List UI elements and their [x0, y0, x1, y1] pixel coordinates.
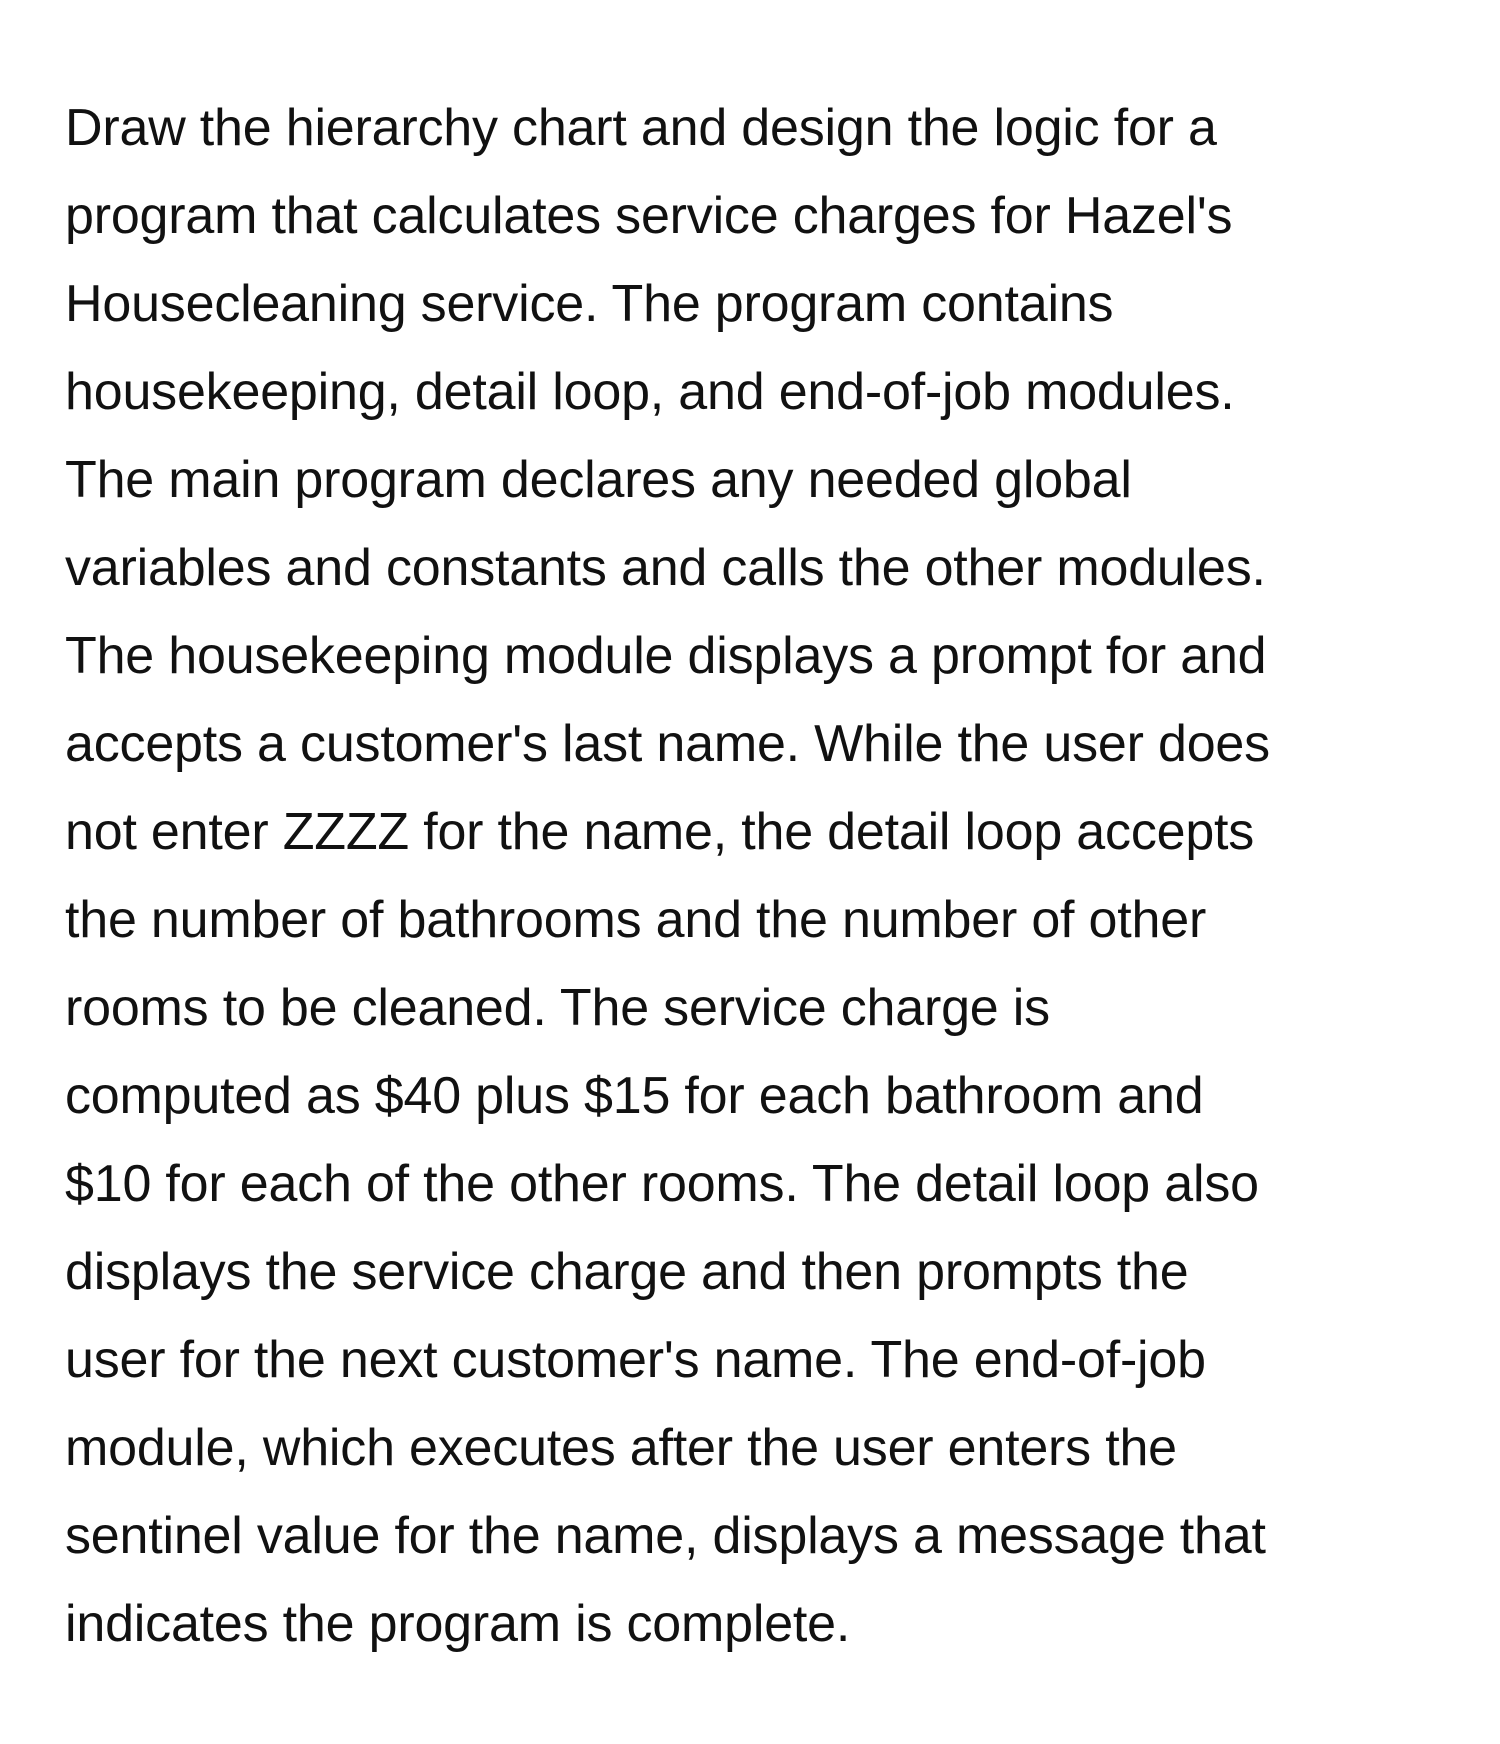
text-line: housekeeping, detail loop, and end-of-job modules. [65, 363, 1235, 421]
text-line: Draw the hierarchy chart and design the logic for a [65, 99, 1217, 157]
text-line: accepts a customer's last name. While the user does [65, 715, 1270, 773]
text-line: The housekeeping module displays a prompt for and [65, 627, 1267, 685]
text-line: variables and constants and calls the other modules. [65, 539, 1266, 597]
text-line: sentinel value for the name, displays a message that [65, 1507, 1266, 1565]
text-line: The main program declares any needed global [65, 451, 1132, 509]
text-line: program that calculates service charges for Hazel's [65, 187, 1233, 245]
text-line: $10 for each of the other rooms. The detail loop also [65, 1155, 1259, 1213]
text-line: module, which executes after the user enters the [65, 1419, 1177, 1477]
text-line: displays the service charge and then prompts the [65, 1243, 1189, 1301]
text-line: not enter ZZZZ for the name, the detail loop accepts [65, 803, 1255, 861]
text-line: computed as $40 plus $15 for each bathroom and [65, 1067, 1204, 1125]
problem-statement [65, 84, 1455, 1668]
text-line: user for the next customer's name. The end-of-job [65, 1331, 1206, 1389]
text-line: rooms to be cleaned. The service charge is [65, 979, 1050, 1037]
text-line: indicates the program is complete. [65, 1595, 851, 1653]
text-line: the number of bathrooms and the number of other [65, 891, 1207, 949]
text-line: Housecleaning service. The program contains [65, 275, 1114, 333]
